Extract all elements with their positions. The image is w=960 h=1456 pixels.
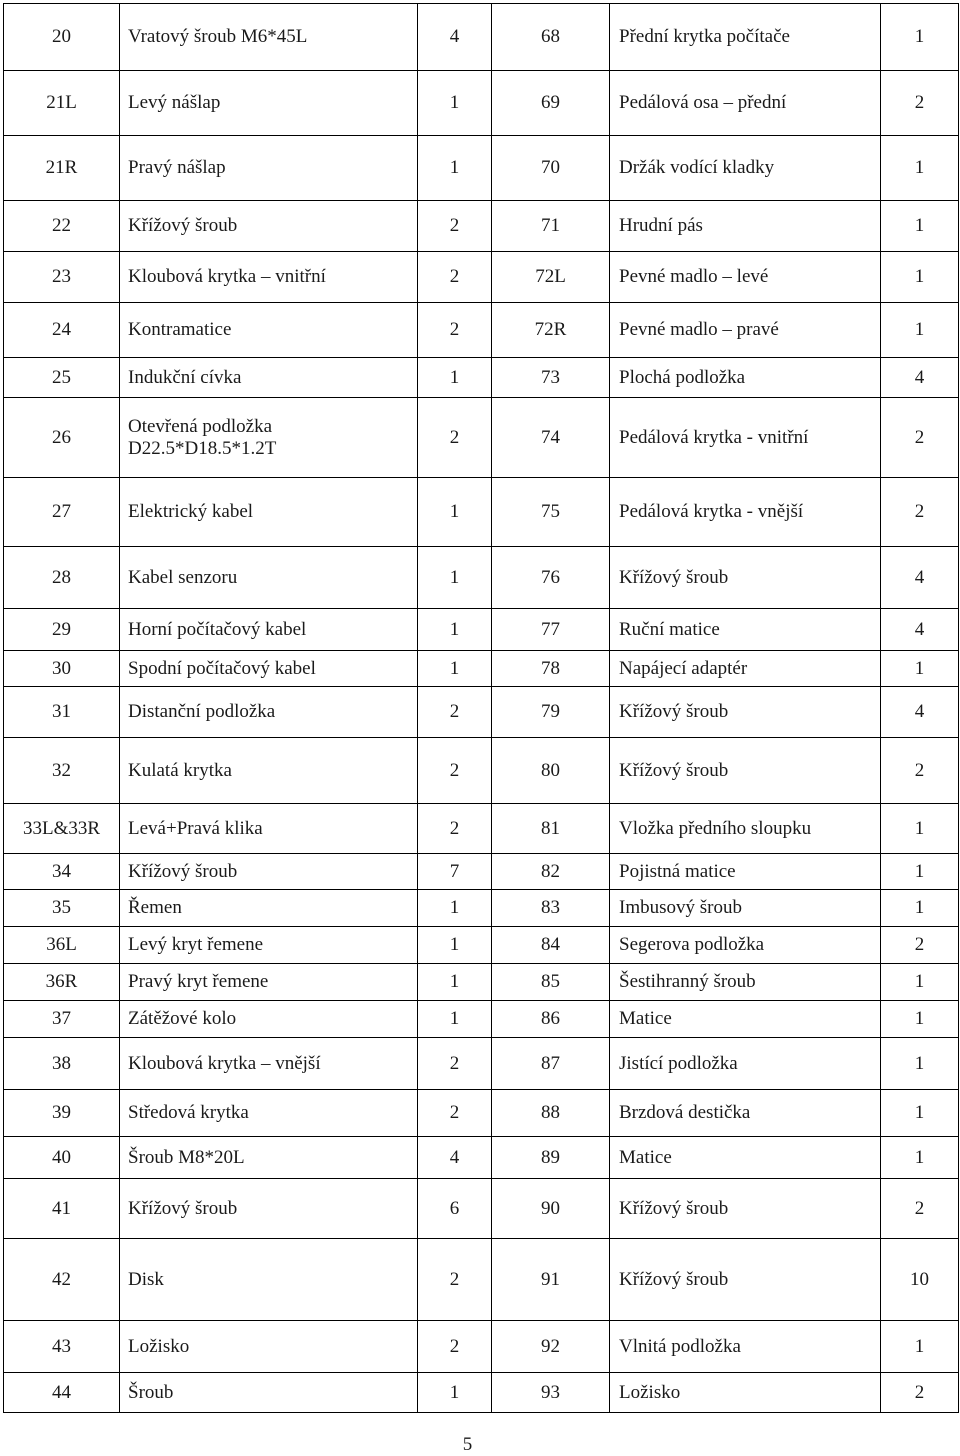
part-number-left: 41	[4, 1179, 120, 1239]
part-number-right: 87	[492, 1038, 610, 1090]
part-name-right: Šestihranný šroub	[610, 964, 881, 1001]
part-quantity-right: 1	[881, 890, 959, 927]
table-row	[4, 252, 959, 303]
part-name-right: Imbusový šroub	[610, 890, 881, 927]
table-row	[4, 71, 959, 136]
part-quantity-left: 2	[418, 303, 492, 358]
part-number-left: 36L	[4, 927, 120, 964]
part-quantity-right: 2	[881, 1179, 959, 1239]
part-quantity-right: 1	[881, 1321, 959, 1373]
table-row	[4, 358, 959, 398]
part-name-left: Levý kryt řemene	[120, 927, 418, 964]
part-number-left: 31	[4, 687, 120, 738]
part-number-right: 72R	[492, 303, 610, 358]
part-quantity-right: 2	[881, 927, 959, 964]
part-number-left: 27	[4, 478, 120, 547]
part-quantity-left: 1	[418, 1373, 492, 1413]
part-number-left: 38	[4, 1038, 120, 1090]
part-name-right: Plochá podložka	[610, 358, 881, 398]
part-name-left: Horní počítačový kabel	[120, 609, 418, 651]
table-row	[4, 927, 959, 964]
part-name-left: Spodní počítačový kabel	[120, 651, 418, 687]
part-quantity-left: 1	[418, 71, 492, 136]
part-number-right: 69	[492, 71, 610, 136]
part-quantity-left: 2	[418, 398, 492, 478]
table-row	[4, 1090, 959, 1137]
part-number-left: 28	[4, 547, 120, 609]
part-quantity-right: 4	[881, 358, 959, 398]
part-name-left: Kontramatice	[120, 303, 418, 358]
part-number-right: 81	[492, 804, 610, 854]
part-number-right: 84	[492, 927, 610, 964]
part-name-left: Šroub	[120, 1373, 418, 1413]
part-quantity-left: 1	[418, 358, 492, 398]
part-quantity-left: 1	[418, 890, 492, 927]
part-name-left: Pravý kryt řemene	[120, 964, 418, 1001]
part-quantity-right: 1	[881, 1038, 959, 1090]
part-number-right: 73	[492, 358, 610, 398]
part-quantity-right: 1	[881, 1001, 959, 1038]
part-quantity-right: 1	[881, 1137, 959, 1179]
part-number-right: 85	[492, 964, 610, 1001]
part-number-left: 30	[4, 651, 120, 687]
part-quantity-right: 4	[881, 547, 959, 609]
part-number-right: 74	[492, 398, 610, 478]
part-number-right: 79	[492, 687, 610, 738]
part-number-right: 93	[492, 1373, 610, 1413]
part-name-left: Kloubová krytka – vnější	[120, 1038, 418, 1090]
part-quantity-left: 1	[418, 927, 492, 964]
part-quantity-right: 2	[881, 71, 959, 136]
parts-table	[3, 3, 959, 1413]
part-number-left: 24	[4, 303, 120, 358]
part-name-right: Matice	[610, 1001, 881, 1038]
part-name-left: Disk	[120, 1239, 418, 1321]
part-quantity-left: 2	[418, 1038, 492, 1090]
part-number-right: 80	[492, 738, 610, 804]
table-row	[4, 1179, 959, 1239]
part-name-left: Otevřená podložka D22.5*D18.5*1.2T	[120, 398, 418, 478]
part-number-right: 86	[492, 1001, 610, 1038]
part-quantity-right: 1	[881, 252, 959, 303]
table-row	[4, 1373, 959, 1413]
part-quantity-left: 6	[418, 1179, 492, 1239]
part-quantity-left: 4	[418, 1137, 492, 1179]
part-name-right: Držák vodící kladky	[610, 136, 881, 201]
part-name-left: Vratový šroub M6*45L	[120, 4, 418, 71]
part-quantity-right: 1	[881, 136, 959, 201]
part-quantity-left: 2	[418, 1239, 492, 1321]
part-quantity-right: 4	[881, 687, 959, 738]
table-row	[4, 1239, 959, 1321]
part-name-right: Křížový šroub	[610, 687, 881, 738]
part-quantity-right: 1	[881, 303, 959, 358]
part-quantity-left: 1	[418, 1001, 492, 1038]
part-number-left: 21L	[4, 71, 120, 136]
part-number-left: 23	[4, 252, 120, 303]
table-row	[4, 478, 959, 547]
part-number-left: 32	[4, 738, 120, 804]
part-quantity-left: 4	[418, 4, 492, 71]
part-number-left: 42	[4, 1239, 120, 1321]
part-quantity-right: 1	[881, 854, 959, 890]
part-number-right: 72L	[492, 252, 610, 303]
part-quantity-right: 10	[881, 1239, 959, 1321]
part-quantity-right: 1	[881, 804, 959, 854]
part-name-right: Křížový šroub	[610, 1239, 881, 1321]
part-quantity-right: 1	[881, 964, 959, 1001]
part-quantity-left: 2	[418, 738, 492, 804]
part-number-left: 40	[4, 1137, 120, 1179]
table-row	[4, 398, 959, 478]
part-quantity-right: 2	[881, 478, 959, 547]
part-name-left: Elektrický kabel	[120, 478, 418, 547]
part-number-left: 25	[4, 358, 120, 398]
part-quantity-left: 1	[418, 136, 492, 201]
part-quantity-right: 2	[881, 1373, 959, 1413]
part-number-left: 37	[4, 1001, 120, 1038]
part-quantity-left: 1	[418, 547, 492, 609]
part-name-right: Ruční matice	[610, 609, 881, 651]
part-number-right: 76	[492, 547, 610, 609]
part-name-left: Indukční cívka	[120, 358, 418, 398]
part-number-left: 44	[4, 1373, 120, 1413]
part-name-right: Pojistná matice	[610, 854, 881, 890]
part-quantity-left: 2	[418, 252, 492, 303]
part-name-left: Kabel senzoru	[120, 547, 418, 609]
part-name-right: Pevné madlo – pravé	[610, 303, 881, 358]
part-name-right: Napájecí adaptér	[610, 651, 881, 687]
part-quantity-left: 1	[418, 609, 492, 651]
part-name-right: Matice	[610, 1137, 881, 1179]
part-number-left: 34	[4, 854, 120, 890]
table-row	[4, 136, 959, 201]
part-name-left: Šroub M8*20L	[120, 1137, 418, 1179]
table-row	[4, 609, 959, 651]
part-quantity-left: 2	[418, 804, 492, 854]
part-quantity-right: 1	[881, 651, 959, 687]
table-row	[4, 201, 959, 252]
part-name-right: Křížový šroub	[610, 547, 881, 609]
part-name-right: Přední krytka počítače	[610, 4, 881, 71]
part-quantity-right: 1	[881, 4, 959, 71]
part-quantity-left: 2	[418, 1321, 492, 1373]
part-quantity-left: 1	[418, 964, 492, 1001]
part-number-left: 26	[4, 398, 120, 478]
part-name-left: Levý nášlap	[120, 71, 418, 136]
part-name-right: Pedálová krytka - vnitřní	[610, 398, 881, 478]
part-name-right: Křížový šroub	[610, 738, 881, 804]
part-quantity-left: 2	[418, 1090, 492, 1137]
table-row	[4, 890, 959, 927]
part-name-right: Vložka předního sloupku	[610, 804, 881, 854]
part-number-left: 20	[4, 4, 120, 71]
part-number-right: 83	[492, 890, 610, 927]
parts-table-body	[4, 4, 959, 1413]
part-number-left: 22	[4, 201, 120, 252]
part-quantity-left: 2	[418, 201, 492, 252]
part-quantity-right: 1	[881, 201, 959, 252]
part-name-left: Křížový šroub	[120, 201, 418, 252]
part-name-right: Segerova podložka	[610, 927, 881, 964]
part-name-left: Středová krytka	[120, 1090, 418, 1137]
part-name-left: Levá+Pravá klika	[120, 804, 418, 854]
part-name-left: Pravý nášlap	[120, 136, 418, 201]
part-name-right: Křížový šroub	[610, 1179, 881, 1239]
part-number-left: 21R	[4, 136, 120, 201]
part-quantity-right: 1	[881, 1090, 959, 1137]
part-number-right: 82	[492, 854, 610, 890]
part-name-right: Pedálová krytka - vnější	[610, 478, 881, 547]
part-number-right: 91	[492, 1239, 610, 1321]
table-row	[4, 1321, 959, 1373]
part-number-right: 89	[492, 1137, 610, 1179]
part-name-left: Křížový šroub	[120, 1179, 418, 1239]
part-number-left: 36R	[4, 964, 120, 1001]
part-number-right: 77	[492, 609, 610, 651]
table-row	[4, 651, 959, 687]
table-row	[4, 4, 959, 71]
part-name-right: Jistící podložka	[610, 1038, 881, 1090]
part-number-right: 70	[492, 136, 610, 201]
part-quantity-left: 1	[418, 478, 492, 547]
table-row	[4, 687, 959, 738]
part-quantity-left: 2	[418, 687, 492, 738]
table-row	[4, 547, 959, 609]
part-name-right: Pedálová osa – přední	[610, 71, 881, 136]
part-name-left: Ložisko	[120, 1321, 418, 1373]
part-number-right: 78	[492, 651, 610, 687]
part-number-left: 33L&33R	[4, 804, 120, 854]
part-quantity-right: 2	[881, 738, 959, 804]
part-number-left: 35	[4, 890, 120, 927]
table-row	[4, 1001, 959, 1038]
table-row	[4, 964, 959, 1001]
part-number-right: 90	[492, 1179, 610, 1239]
part-name-right: Brzdová destička	[610, 1090, 881, 1137]
part-quantity-left: 7	[418, 854, 492, 890]
part-number-left: 29	[4, 609, 120, 651]
table-row	[4, 804, 959, 854]
part-name-left: Distanční podložka	[120, 687, 418, 738]
part-name-left: Řemen	[120, 890, 418, 927]
part-name-left: Křížový šroub	[120, 854, 418, 890]
part-number-right: 92	[492, 1321, 610, 1373]
part-name-right: Ložisko	[610, 1373, 881, 1413]
part-number-right: 71	[492, 201, 610, 252]
table-row	[4, 1137, 959, 1179]
part-name-left: Zátěžové kolo	[120, 1001, 418, 1038]
part-name-left: Kulatá krytka	[120, 738, 418, 804]
part-name-right: Pevné madlo – levé	[610, 252, 881, 303]
table-row	[4, 303, 959, 358]
part-quantity-right: 2	[881, 398, 959, 478]
part-name-left: Kloubová krytka – vnitřní	[120, 252, 418, 303]
part-quantity-right: 4	[881, 609, 959, 651]
table-row	[4, 854, 959, 890]
part-number-left: 43	[4, 1321, 120, 1373]
part-number-left: 39	[4, 1090, 120, 1137]
part-number-right: 75	[492, 478, 610, 547]
page-number: 5	[462, 1434, 473, 1455]
part-number-right: 68	[492, 4, 610, 71]
part-name-right: Vlnitá podložka	[610, 1321, 881, 1373]
table-row	[4, 738, 959, 804]
part-quantity-left: 1	[418, 651, 492, 687]
table-row	[4, 1038, 959, 1090]
part-number-right: 88	[492, 1090, 610, 1137]
part-name-right: Hrudní pás	[610, 201, 881, 252]
